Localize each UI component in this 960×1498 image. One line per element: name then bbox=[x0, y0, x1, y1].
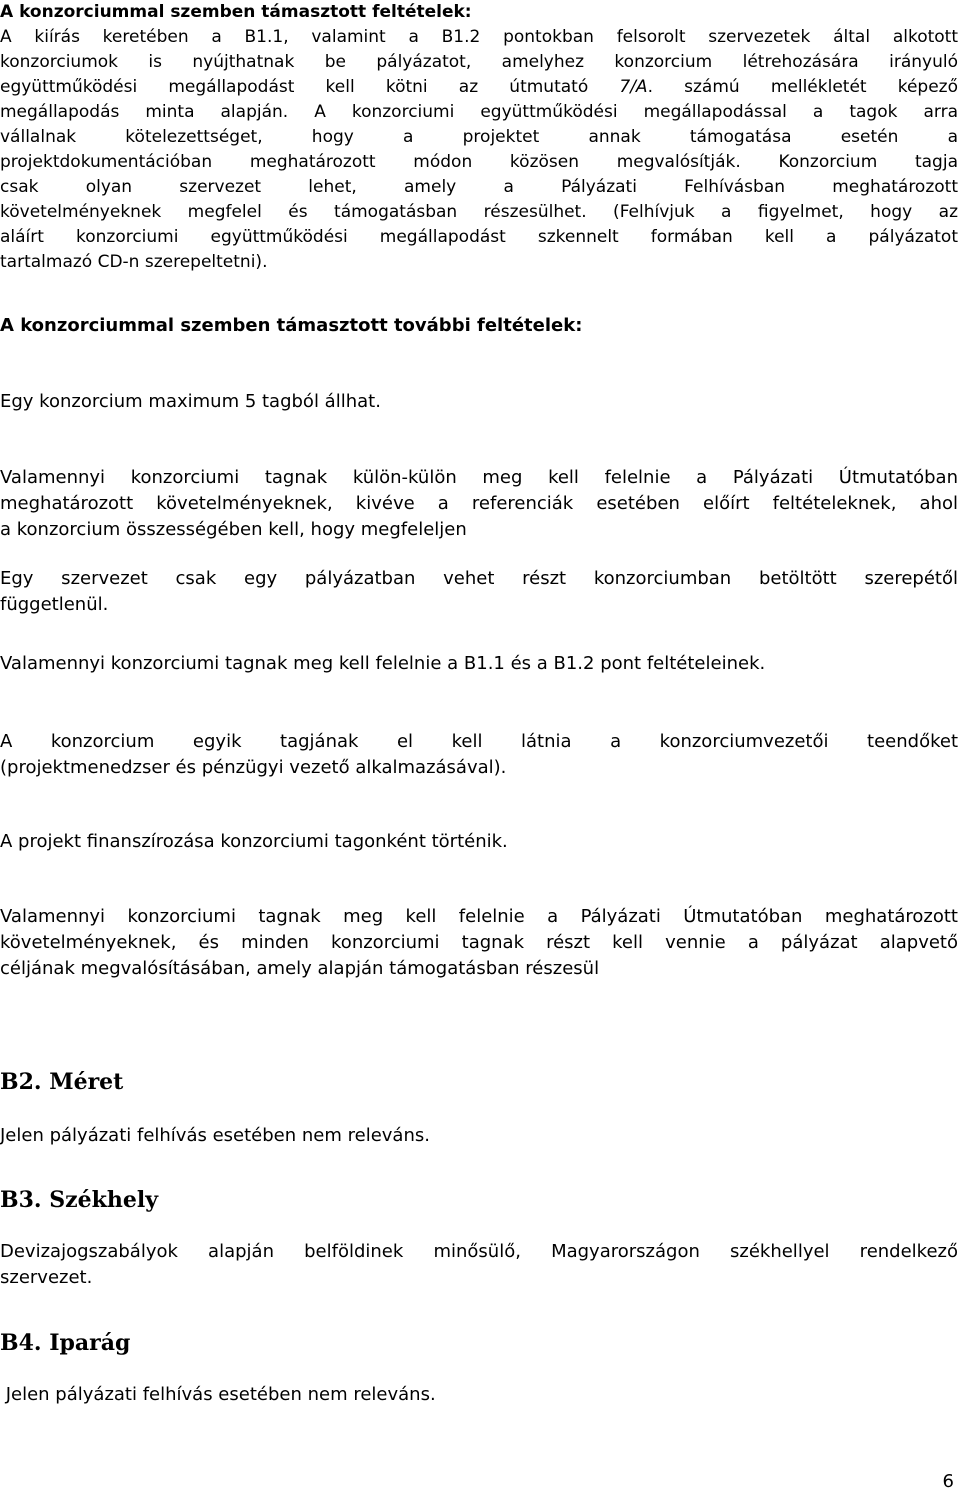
section-b2-text-block bbox=[0, 1123, 958, 1149]
para1-line6: projektdokumentációban meghatározott módon közösen megvalósítják. Konzorcium tagja bbox=[0, 152, 958, 172]
section-b2-text: Jelen pályázati felhívás esetében nem releváns. bbox=[0, 1125, 430, 1146]
consortium-conditions-block bbox=[0, 0, 958, 275]
section-b4-text-block bbox=[0, 1382, 958, 1408]
para1-line10: tartalmazó CD-n szerepeltetni). bbox=[0, 252, 268, 272]
para8-line3: céljának megvalósításában, amely alapján támogatásban részesül bbox=[0, 958, 600, 979]
para7-line1: A projekt finanszírozása konzorciumi tagonként történik. bbox=[0, 831, 508, 852]
para4-line1: Egy szervezet csak egy pályázatban vehet részt konzorciumban betöltött szerepétől bbox=[0, 568, 958, 589]
para2-block bbox=[0, 389, 958, 415]
section-b3-text-block bbox=[0, 1239, 958, 1291]
para1-line4: megállapodás minta alapján. A konzorciumi együttműködési megállapodással a tagok arra bbox=[0, 102, 958, 122]
section-b4-text: Jelen pályázati felhívás esetében nem releváns. bbox=[0, 1384, 436, 1405]
para3-line1: Valamennyi konzorciumi tagnak külön-külön meg kell felelnie a Pályázati Útmutatóban bbox=[0, 467, 958, 488]
para1-line2: konzorciumok is nyújthatnak be pályázatot, amelyhez konzorcium létrehozására irányuló bbox=[0, 52, 958, 72]
para3-line3: a konzorcium összességében kell, hogy megfeleljen bbox=[0, 519, 467, 540]
para1-line5: vállalnak kötelezettséget, hogy a projektet annak támogatása esetén a bbox=[0, 127, 958, 147]
para1-line8: követelményeknek megfelel és támogatásban részesülhet. (Felhívjuk a figyelmet, hogy az bbox=[0, 202, 958, 222]
section-b3-line2: szervezet. bbox=[0, 1267, 93, 1288]
further-conditions-heading-block bbox=[0, 313, 958, 339]
para1-line7: csak olyan szervezet lehet, amely a Pályázati Felhívásban meghatározott bbox=[0, 177, 958, 197]
para4-line2: függetlenül. bbox=[0, 594, 109, 615]
para3-line2: meghatározott követelményeknek, kivéve a referenciák esetében előírt feltételeknek, ahol bbox=[0, 493, 958, 514]
para1-line3: együttműködési megállapodást kell kötni az útmutató 7/A. számú mellékletét képező bbox=[0, 77, 958, 97]
section-title-b4: B4. Iparág bbox=[0, 1330, 131, 1356]
annex-reference: 7/A bbox=[619, 77, 648, 97]
section-b3-line1: Devizajogszabályok alapján belföldinek minősülő, Magyarországon székhellyel rendelkező bbox=[0, 1241, 958, 1262]
heading-consortium-conditions: A konzorciummal szemben támasztott feltételek: bbox=[0, 2, 472, 22]
section-title-b2: B2. Méret bbox=[0, 1069, 124, 1095]
para8-line1: Valamennyi konzorciumi tagnak meg kell felelnie a Pályázati Útmutatóban meghatározott bbox=[0, 906, 958, 927]
page-number: 6 bbox=[942, 1471, 954, 1492]
para8-line2: követelményeknek, és minden konzorciumi tagnak részt kell vennie a pályázat alapvető bbox=[0, 932, 958, 953]
para6-line2: (projektmenedzser és pénzügyi vezető alkalmazásával). bbox=[0, 757, 507, 778]
para2-line1: Egy konzorcium maximum 5 tagból állhat. bbox=[0, 391, 381, 412]
para8-block bbox=[0, 904, 958, 982]
section-title-b3: B3. Székhely bbox=[0, 1187, 158, 1213]
para5-block bbox=[0, 651, 958, 677]
para1-line9: aláírt konzorciumi együttműködési megállapodást szkennelt formában kell a pályázatot bbox=[0, 227, 958, 247]
para7-block bbox=[0, 829, 958, 855]
para1-line1: A kiírás keretében a B1.1, valamint a B1.2 pontokban felsorolt szervezetek által alkotott bbox=[0, 27, 958, 47]
para5-line1: Valamennyi konzorciumi tagnak meg kell felelnie a B1.1 és a B1.2 pont feltételeinek. bbox=[0, 653, 766, 674]
para6-block bbox=[0, 729, 958, 781]
heading-further-conditions: A konzorciummal szemben támasztott további feltételek: bbox=[0, 315, 583, 336]
para3-block bbox=[0, 465, 958, 543]
para4-block bbox=[0, 566, 958, 618]
para6-line1: A konzorcium egyik tagjának el kell látnia a konzorciumvezetői teendőket bbox=[0, 731, 958, 752]
